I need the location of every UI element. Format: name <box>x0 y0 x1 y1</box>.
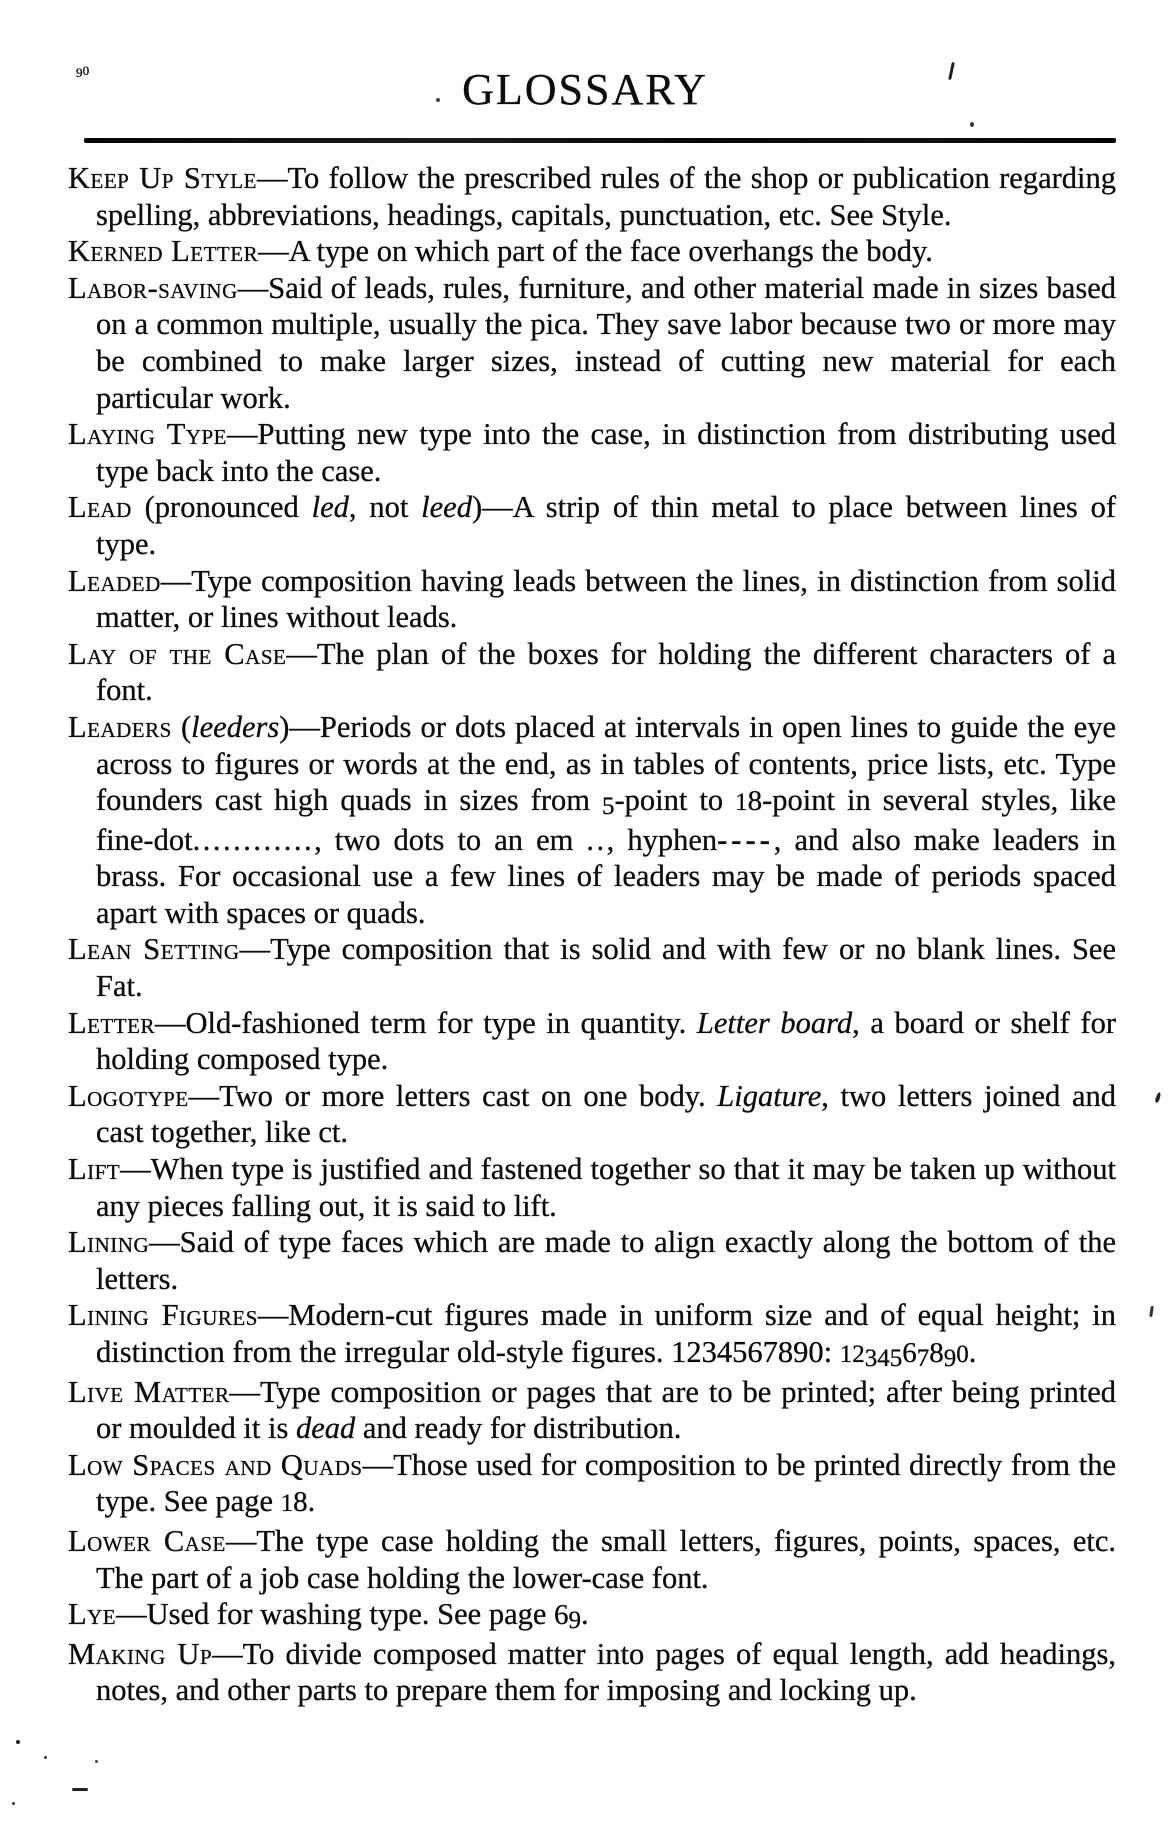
entry-text-run: 69 <box>554 1599 582 1635</box>
entry-text-run: —Type composition having leads between the lines, in distinction from solid matter, or lines without leads. <box>96 563 1116 635</box>
entry-text-run: —Type composition or pages that are to be printed; after being printed or moulded it is <box>96 1374 1116 1446</box>
entry-text-run: —Said of type faces which are made to align exactly along the bottom of the letters. <box>96 1225 1116 1296</box>
entry-text-run: —To follow the prescribed rules of the shop or publication regarding spelling, abbreviations, headings, capitals, punctuation, etc. See Style. <box>96 161 1116 232</box>
glossary-entries <box>68 160 1116 1709</box>
scan-artifact <box>72 1788 88 1791</box>
entry-text-run: .. <box>586 822 607 857</box>
entry-term: Making Up <box>68 1636 213 1671</box>
entry-text-run: , two dots to an em <box>314 822 587 857</box>
entry-text-run: —Old-fashioned term for type in quantity. <box>154 1005 697 1040</box>
scan-artifact <box>970 122 974 127</box>
entry-term: Letter <box>68 1005 155 1040</box>
entry-term: Low Spaces and Quads <box>68 1447 363 1482</box>
entry-term: Lift <box>68 1152 121 1187</box>
entry-term: Lining <box>68 1225 150 1260</box>
entry-text-run: -point in several styles, like fine-dot <box>96 783 1116 857</box>
scan-artifact <box>95 1760 98 1763</box>
glossary-entry <box>68 1005 1116 1078</box>
entry-term: Leaded <box>68 563 161 598</box>
entry-text-run: and ready for distribution. <box>355 1411 682 1446</box>
entry-term: Keep Up Style <box>68 161 257 195</box>
entry-text-run: —The plan of the boxes for holding the different characters of a font. <box>96 636 1116 708</box>
scan-artifact <box>12 1802 15 1805</box>
entry-text-run: , two letters joined and cast together, like ct. <box>96 1078 1116 1150</box>
glossary-entry <box>68 1447 1116 1523</box>
entry-text-run: , not <box>348 490 422 525</box>
entry-text-run: , a board or shelf for holding composed type. <box>96 1005 1116 1077</box>
entry-text-run: —Type composition that is solid and with few or no blank lines. See Fat. <box>96 932 1117 1004</box>
entry-text-run: ---- <box>717 822 774 857</box>
entry-text-run: (pronounced <box>131 490 312 525</box>
entry-term: Lower Case <box>68 1523 226 1558</box>
glossary-entry <box>68 1297 1116 1373</box>
entry-text-run: led <box>311 490 349 525</box>
entry-term: Lean Setting <box>68 932 240 967</box>
page-number: 90 <box>76 63 90 81</box>
running-head-title: GLOSSARY <box>462 65 708 114</box>
entry-term: Laying Type <box>68 417 227 452</box>
glossary-entry <box>68 489 1116 562</box>
glossary-entry <box>68 1151 1116 1224</box>
glossary-entry <box>68 1374 1116 1447</box>
entry-text-run: , and also make leaders in brass. For occasional use a few lines of leaders may be made of periods spaced apart with spaces or quads. <box>96 822 1116 930</box>
scan-artifact <box>1154 1092 1161 1104</box>
entry-text-run: -point to <box>614 783 736 818</box>
glossary-entry <box>68 270 1116 416</box>
entry-text-run: —Two or more letters cast on one body. <box>188 1078 718 1113</box>
glossary-entry <box>68 1523 1116 1596</box>
scan-artifact <box>436 98 440 102</box>
entry-text-run: Ligature <box>717 1078 822 1113</box>
entry-text-run: —A type on which part of the face overhangs the body. <box>258 234 933 269</box>
entry-text-run: leed <box>421 490 472 525</box>
entry-text-run: —Modern-cut figures made in uniform size and of equal height; in distinction from the irregular old-style figures. 1234567890: <box>96 1298 1116 1369</box>
scan-artifact <box>44 1756 47 1759</box>
scan-artifact <box>1149 1306 1154 1317</box>
entry-text-run: —When type is justified and fastened together so that it may be taken up without any pieces falling out, it is said to lift. <box>96 1152 1116 1223</box>
entry-text-run: 5 <box>601 793 615 821</box>
entry-text-run: 18 <box>280 1486 308 1519</box>
glossary-entry <box>68 416 1116 489</box>
entry-text-run: )—A strip of thin metal to place between lines of type. <box>96 490 1116 561</box>
entry-term: Labor-saving <box>68 270 238 305</box>
entry-text-run: , hyphen <box>606 822 718 857</box>
entry-text-run: . <box>968 1335 977 1369</box>
entry-term: Lead <box>68 490 132 525</box>
entry-text-run: —Used for washing type. See page <box>116 1597 555 1632</box>
glossary-entry <box>68 931 1116 1004</box>
glossary-entry <box>68 563 1116 636</box>
entry-text-run: —Putting new type into the case, in distinction from distributing used type back into the case. <box>96 417 1116 488</box>
entry-text-run: 1234567890 <box>839 1337 969 1372</box>
entry-text-run: )—Periods or dots placed at intervals in open lines to guide the eye across to figures or words at the end, as in tables of contents, price lists, etc. Type founders cast high quads in sizes from <box>96 709 1116 818</box>
glossary-entry <box>68 1596 1116 1636</box>
entry-text-run: ............ <box>192 822 315 857</box>
glossary-entry <box>68 1636 1116 1709</box>
entry-text-run: —Said of leads, rules, furniture, and other material made in sizes based on a common multiple, usually the pica. They save labor because two or more may be combined to make larger sizes, instead of cutting new material for each particular work. <box>96 270 1116 415</box>
scan-artifact <box>16 1740 20 1744</box>
entry-term: Leaders <box>68 709 172 744</box>
entry-term: Lining Figures <box>68 1298 258 1333</box>
entry-text-run: —The type case holding the small letters, figures, points, spaces, etc. The part of a job case holding the lower-case font. <box>96 1523 1117 1595</box>
entry-text-run: leeders <box>191 709 280 744</box>
entry-text-run: . <box>581 1597 589 1632</box>
entry-text-run: dead <box>295 1411 356 1446</box>
glossary-entry <box>68 160 1116 233</box>
entry-text-run: —Those used for composition to be printed directly from the type. See page <box>96 1447 1116 1519</box>
entry-term: Live Matter <box>68 1374 230 1409</box>
glossary-entry <box>68 709 1116 932</box>
entry-text-run: ( <box>171 709 192 744</box>
entry-text-run: Letter board <box>696 1005 853 1040</box>
entry-term: Logotype <box>68 1078 189 1113</box>
entry-term: Kerned Letter <box>68 234 259 269</box>
glossary-entry <box>68 1224 1116 1297</box>
entry-term: Lay of the Case <box>68 636 287 671</box>
entry-text-run: —To divide composed matter into pages of equal length, add headings, notes, and other parts to prepare them for imposing and locking up. <box>96 1636 1116 1708</box>
glossary-entry <box>68 1078 1116 1151</box>
entry-text-run: 18 <box>735 785 763 818</box>
entry-term: Lye <box>68 1597 117 1632</box>
glossary-entry <box>68 233 1116 270</box>
glossary-entry <box>68 636 1116 709</box>
entry-text-run: . <box>307 1484 316 1519</box>
header-rule <box>84 138 1116 143</box>
